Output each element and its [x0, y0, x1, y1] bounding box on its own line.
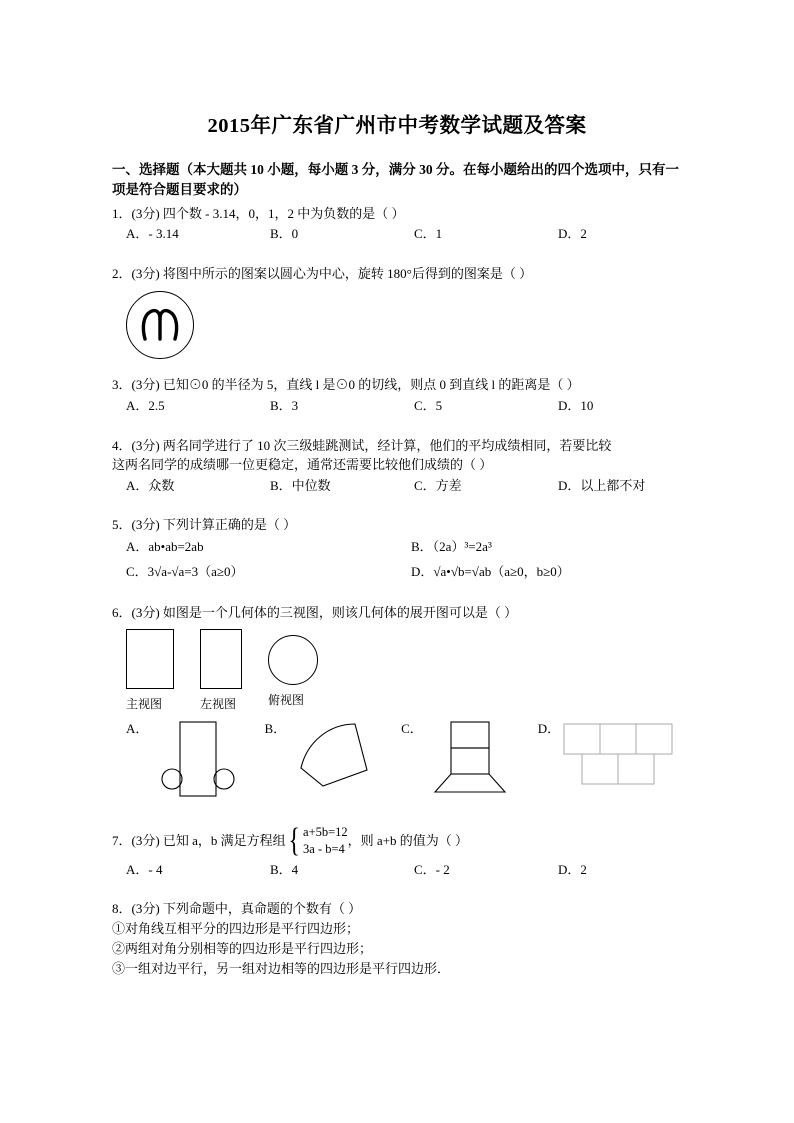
- aries-icon: [140, 308, 180, 342]
- option-b: B．3: [270, 397, 299, 413]
- option-a: A．2.5: [126, 397, 165, 413]
- option-d: D．√a•√b=√ab（a≥0，b≥0）: [411, 563, 570, 579]
- option-a: A．众数: [126, 477, 175, 493]
- question-8-stem: 8．(3分) 下列命题中，真命题的个数有（ ）: [112, 901, 362, 917]
- equation-1: a+5b=12: [303, 824, 348, 839]
- option-b: B．（2a）³=2a³: [411, 538, 492, 554]
- question-2: [112, 264, 682, 360]
- question-5-options-row2: [112, 560, 682, 585]
- option-d-figure: [538, 716, 682, 807]
- top-view-label: 俯视图: [268, 692, 305, 707]
- option-c-label: C．: [401, 720, 423, 736]
- option-c: C．- 2: [414, 861, 450, 877]
- question-8-sub-2: ②两组对角分别相等的四边形是平行四边形；: [112, 940, 373, 956]
- option-d: D．以上都不对: [558, 477, 646, 493]
- option-a: A．ab•ab=2ab: [126, 538, 204, 554]
- aries-circle-figure: [126, 291, 194, 359]
- option-b-art: [289, 716, 402, 807]
- page-title: 2015年广东省广州市中考数学试题及答案: [207, 115, 587, 137]
- option-a: A．- 4: [126, 861, 163, 877]
- question-3-options: [112, 396, 682, 417]
- question-2-stem: 2．(3分) 将图中所示的图案以圆心为中心，旋转 180°后得到的图案是（ ）: [112, 265, 533, 281]
- option-b-figure: [265, 716, 402, 807]
- question-7-stem-after: ，则 a+b 的值为（ ）: [347, 832, 469, 848]
- option-c: C．5: [414, 397, 443, 413]
- left-brace-icon: {: [288, 822, 300, 860]
- question-4-options: [112, 476, 682, 497]
- front-view-label: 主视图: [126, 696, 163, 711]
- side-view-rect: [200, 629, 242, 689]
- question-3: [112, 375, 682, 416]
- option-c-figure: [401, 716, 538, 807]
- option-a-figure: [126, 716, 265, 807]
- question-7-stem-before: 7．(3分) 已知 a，b 满足方程组: [112, 832, 286, 848]
- question-8-sub-3: ③一组对边平行，另一组对边相等的四边形是平行四边形．: [112, 961, 451, 977]
- option-d: D．2: [558, 861, 587, 877]
- option-b: B．中位数: [270, 477, 331, 493]
- question-1: [112, 204, 682, 245]
- option-c-art: [425, 716, 538, 807]
- question-5: [112, 515, 682, 584]
- question-4: [112, 436, 682, 497]
- question-6: [112, 603, 682, 812]
- option-d: D．2: [558, 226, 587, 241]
- option-b: B．0: [270, 226, 299, 241]
- equation-2: 3a - b=4: [303, 841, 345, 856]
- side-view: [200, 629, 242, 712]
- option-d-art: [562, 716, 682, 807]
- option-a-label: A．: [126, 720, 149, 736]
- equation-system: [286, 824, 348, 858]
- question-7-stem: [112, 822, 682, 860]
- question-1-options: [112, 224, 682, 245]
- question-6-stem: 6．(3分) 如图是一个几何体的三视图，则该几何体的展开图可以是（ ）: [112, 605, 518, 621]
- three-views-figure: [126, 629, 682, 712]
- top-view-circle: [268, 635, 318, 685]
- option-d-label: D．: [537, 720, 561, 736]
- option-b: B．4: [270, 861, 299, 877]
- option-b-label: B．: [264, 720, 287, 736]
- section-heading: 一、选择题（本大题共 10 小题，每小题 3 分，满分 30 分。在每小题给出的四个选项中，只有一项是符合题目要求的）: [112, 162, 679, 198]
- front-view-rect: [126, 629, 174, 689]
- option-a-art: [150, 716, 265, 807]
- question-5-stem: 5．(3分) 下列计算正确的是（ ）: [112, 517, 297, 533]
- option-c: C．1: [414, 226, 443, 241]
- top-view: [268, 629, 318, 708]
- option-d: D．10: [558, 397, 594, 413]
- question-7-options: [112, 860, 682, 881]
- option-c: C．3√a-√a=3（a≥0）: [126, 563, 244, 579]
- question-8: [112, 899, 682, 979]
- option-c: C．方差: [414, 477, 462, 493]
- question-5-options-row1: [112, 535, 682, 560]
- front-view: [126, 629, 174, 712]
- question-8-sub-1: ①对角线互相平分的四边形是平行四边形；: [112, 920, 360, 936]
- question-4-stem-line2: 这两名同学的成绩哪一位更稳定，通常还需要比较他们成绩的（ ）: [112, 457, 493, 473]
- question-3-stem: 3．(3分) 已知⊙0 的半径为 5，直线 l 是⊙0 的切线，则点 0 到直线 l 的距离是（ ）: [112, 377, 580, 393]
- question-6-option-figures: [126, 716, 682, 812]
- question-1-stem: 1．(3分) 四个数 - 3.14，0，1，2 中为负数的是（ ）: [112, 205, 405, 221]
- option-a: A．- 3.14: [126, 226, 179, 241]
- question-7: [112, 822, 682, 881]
- question-4-stem-line1: 4．(3分) 两名同学进行了 10 次三级蛙跳测试，经计算，他们的平均成绩相同，若要比较: [112, 437, 612, 453]
- side-view-label: 左视图: [200, 696, 237, 711]
